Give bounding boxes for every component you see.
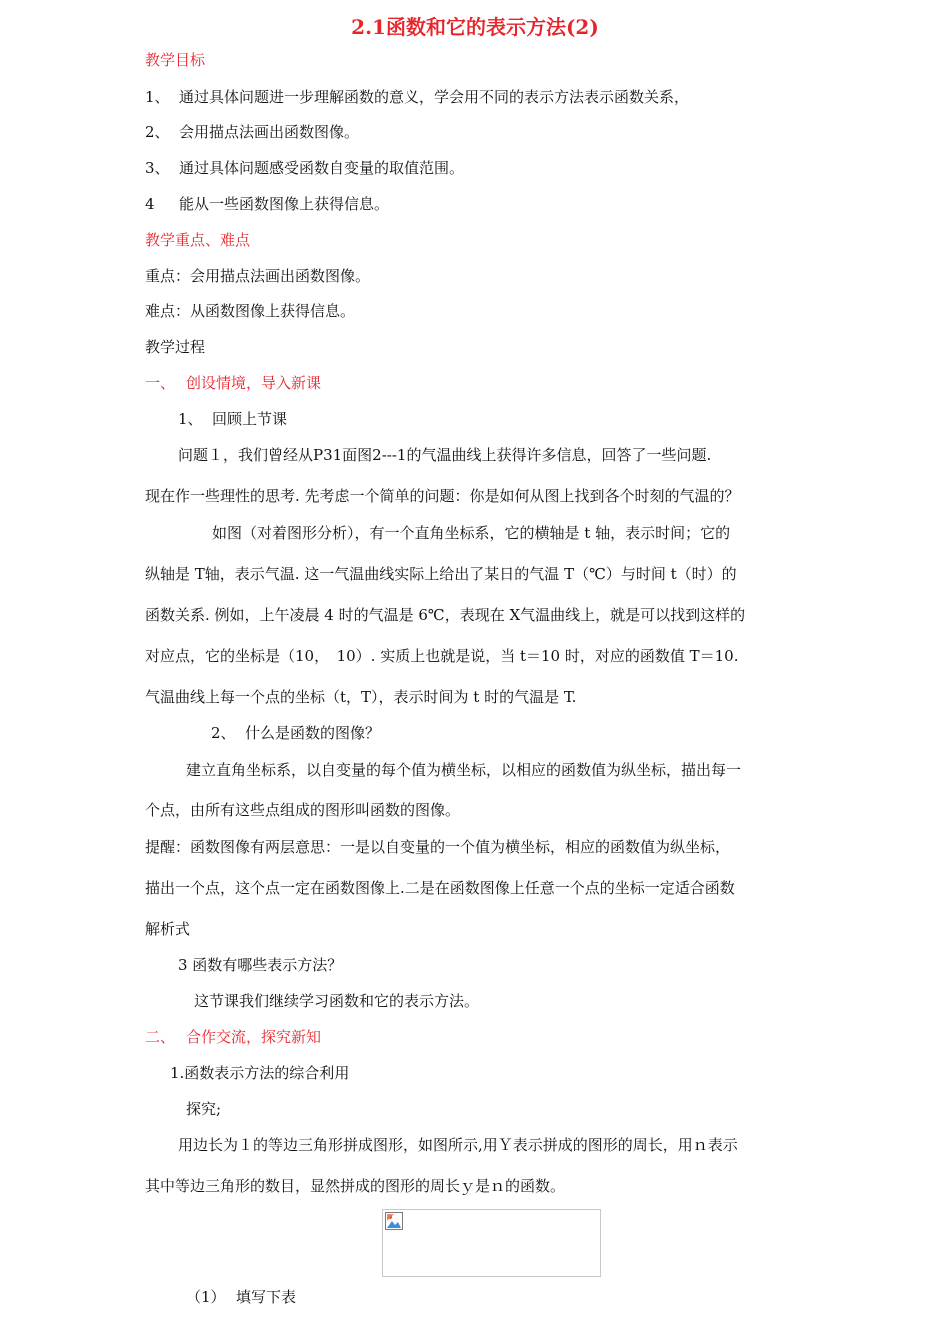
section1-num: 一、	[145, 374, 176, 392]
remind-line: 描出一个点，这个点一定在函数图像上.二是在函数图像上任意一个点的坐标一定适合函数	[145, 879, 735, 897]
fill-label: 填写下表	[236, 1288, 297, 1306]
goal-item	[145, 194, 389, 214]
key-point: 重点：会用描点法画出函数图像。	[145, 267, 371, 285]
problem-line: 其中等边三角形的数目，显然拼成的图形的周长ｙ是ｎ的函数。	[145, 1177, 566, 1195]
section2-title: 合作交流，探究新知	[186, 1028, 322, 1046]
page-title: 2.1函数和它的表示方法(2)	[351, 15, 599, 39]
paragraph-line: 对应点，它的坐标是（10， 10）. 实质上也就是说，当 t＝10 时，对应的函数值 T＝10.	[145, 647, 739, 665]
goal-item	[145, 158, 464, 178]
subsection-review	[178, 409, 287, 429]
goal-num: 2、	[145, 123, 170, 141]
process-heading: 教学过程	[145, 338, 206, 356]
goal-item	[145, 87, 689, 107]
fill-num: （1）	[186, 1288, 226, 1306]
remind-line: 提醒：函数图像有两层意思：一是以自变量的一个值为横坐标，相应的函数值为纵坐标，	[145, 838, 731, 856]
subsection-combined: 1.函数表示方法的综合利用	[170, 1064, 350, 1082]
continue-line: 这节课我们继续学习函数和它的表示方法。	[194, 992, 480, 1010]
subsection-graph	[211, 723, 380, 743]
goal-num: 4	[145, 195, 155, 213]
paragraph-line: 如图（对着图形分析），有一个直角坐标系，它的横轴是 t 轴，表示时间；它的	[212, 524, 731, 542]
section2-heading	[145, 1027, 321, 1047]
paragraph-line: 纵轴是 T轴，表示气温. 这一气温曲线实际上给出了某日的气温 T（℃）与时间 t（时）的	[145, 565, 737, 583]
question-line: 问题１，我们曾经从P31面图2---1的气温曲线上获得许多信息，回答了一些问题.	[178, 446, 712, 464]
goal-item	[145, 122, 359, 142]
problem-line: 用边长为１的等边三角形拼成图形，如图所示,用Ｙ表示拼成的图形的周长，用ｎ表示	[178, 1136, 738, 1154]
paragraph-line: 气温曲线上每一个点的坐标（t，T），表示时间为 t 时的气温是 T.	[145, 688, 577, 706]
explore-label: 探究;	[186, 1100, 222, 1118]
triangle-figure-placeholder	[382, 1209, 601, 1277]
goal-text: 通过具体问题感受函数自变量的取值范围。	[179, 159, 465, 177]
definition-line: 个点，由所有这些点组成的图形叫函数的图像。	[145, 801, 461, 819]
subsection-label: 什么是函数的图像？	[245, 724, 381, 742]
goal-text: 能从一些函数图像上获得信息。	[179, 195, 390, 213]
goal-num: 3、	[145, 159, 170, 177]
subsection-num: 1、	[178, 410, 203, 428]
difficult-point: 难点：从函数图像上获得信息。	[145, 302, 356, 320]
goal-text: 会用描点法画出函数图像。	[179, 123, 360, 141]
paragraph-line: 函数关系. 例如，上午凌晨 4 时的气温是 6℃，表现在 X气温曲线上，就是可以找到这样的	[145, 606, 746, 624]
section1-title: 创设情境，导入新课	[186, 374, 322, 392]
goals-heading: 教学目标	[145, 51, 206, 69]
goal-text: 通过具体问题进一步理解函数的意义，学会用不同的表示方法表示函数关系，	[179, 88, 690, 106]
subsection-methods: 3 函数有哪些表示方法？	[178, 956, 343, 974]
subsection-num: 2、	[211, 724, 236, 742]
remind-line: 解析式	[145, 920, 191, 938]
section2-num: 二、	[145, 1028, 176, 1046]
key-points-heading: 教学重点、难点	[145, 231, 251, 249]
fill-table-line	[186, 1287, 296, 1307]
question-line: 现在作一些理性的思考. 先考虑一个简单的问题：你是如何从图上找到各个时刻的气温的？	[145, 487, 740, 505]
definition-line: 建立直角坐标系，以自变量的每个值为横坐标，以相应的函数值为纵坐标，描出每一	[186, 761, 742, 779]
subsection-label: 回顾上节课	[212, 410, 288, 428]
broken-image-icon	[385, 1212, 403, 1230]
goal-num: 1、	[145, 88, 170, 106]
section1-heading	[145, 373, 321, 393]
